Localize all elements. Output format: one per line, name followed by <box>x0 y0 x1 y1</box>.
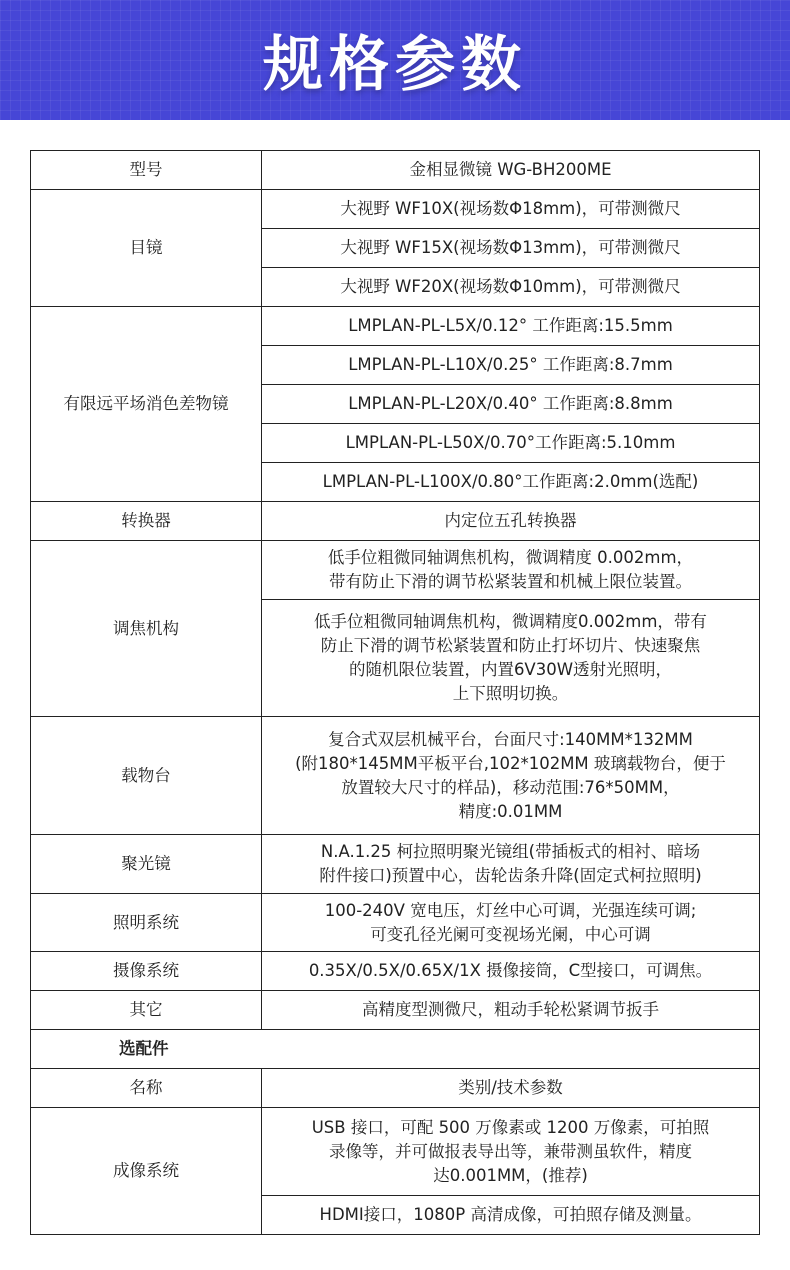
row-value: LMPLAN-PL-L100X/0.80°工作距离:2.0mm(选配) <box>262 463 760 502</box>
table-header-row <box>31 1069 760 1108</box>
row-label: 照明系统 <box>31 894 262 952</box>
table-row <box>31 502 760 541</box>
row-label: 其它 <box>31 991 262 1030</box>
column-header: 类别/技术参数 <box>262 1069 760 1108</box>
title-banner <box>0 0 790 120</box>
row-value: HDMI接口，1080P 高清成像，可拍照存储及测量。 <box>262 1196 760 1235</box>
row-value: 高精度型测微尺，粗动手轮松紧调节扳手 <box>262 991 760 1030</box>
page-title: 规格参数 <box>263 30 527 100</box>
table-row <box>31 991 760 1030</box>
table-row <box>31 190 760 229</box>
row-value: 大视野 WF10X(视场数Φ18mm)，可带测微尺 <box>262 190 760 229</box>
row-value: LMPLAN-PL-L50X/0.70°工作距离:5.10mm <box>262 424 760 463</box>
row-value: LMPLAN-PL-L20X/0.40° 工作距离:8.8mm <box>262 385 760 424</box>
row-label: 转换器 <box>31 502 262 541</box>
row-value: LMPLAN-PL-L10X/0.25° 工作距离:8.7mm <box>262 346 760 385</box>
table-row <box>31 894 760 952</box>
table-row <box>31 1108 760 1196</box>
table-row <box>31 717 760 835</box>
row-label: 摄像系统 <box>31 952 262 991</box>
row-label: 调焦机构 <box>31 541 262 717</box>
row-label: 型号 <box>31 151 262 190</box>
table-row <box>31 952 760 991</box>
spec-table <box>30 150 760 1235</box>
row-value: 低手位粗微同轴调焦机构，微调精度0.002mm，带有 防止下滑的调节松紧装置和防止打坏切片、快速聚焦 的随机限位装置，内置6V30W透射光照明， 上下照明切换。 <box>262 600 760 717</box>
table-row <box>31 307 760 346</box>
row-value: 0.35X/0.5X/0.65X/1X 摄像接筒，C型接口，可调焦。 <box>262 952 760 991</box>
row-value: 大视野 WF15X(视场数Φ13mm)，可带测微尺 <box>262 229 760 268</box>
section-row <box>31 1030 760 1069</box>
table-row <box>31 541 760 600</box>
row-label: 目镜 <box>31 190 262 307</box>
row-value: N.A.1.25 柯拉照明聚光镜组(带插板式的相衬、暗场 附件接口)预置中心，齿轮齿条升降(固定式柯拉照明) <box>262 835 760 894</box>
row-value: 金相显微镜 WG-BH200ME <box>262 151 760 190</box>
row-value: 100-240V 宽电压，灯丝中心可调，光强连续可调; 可变孔径光阑可变视场光阑，中心可调 <box>262 894 760 952</box>
row-value: 低手位粗微同轴调焦机构，微调精度 0.002mm， 带有防止下滑的调节松紧装置和机械上限位装置。 <box>262 541 760 600</box>
column-header: 名称 <box>31 1069 262 1108</box>
row-value: 内定位五孔转换器 <box>262 502 760 541</box>
section-heading: 选配件 <box>31 1030 760 1069</box>
row-label: 聚光镜 <box>31 835 262 894</box>
table-row <box>31 835 760 894</box>
row-label: 载物台 <box>31 717 262 835</box>
row-value: LMPLAN-PL-L5X/0.12° 工作距离:15.5mm <box>262 307 760 346</box>
row-label: 成像系统 <box>31 1108 262 1235</box>
row-value: 复合式双层机械平台，台面尺寸:140MM*132MM (附180*145MM平板平台,102*102MM 玻璃载物台，便于 放置较大尺寸的样品)，移动范围:76*50MM， 精度:0.01MM <box>262 717 760 835</box>
row-value: 大视野 WF20X(视场数Φ10mm)，可带测微尺 <box>262 268 760 307</box>
row-value: USB 接口，可配 500 万像素或 1200 万像素，可拍照 录像等，并可做报表导出等，兼带测虽软件，精度 达0.001MM，(推荐) <box>262 1108 760 1196</box>
row-label: 有限远平场消色差物镜 <box>31 307 262 502</box>
table-row <box>31 151 760 190</box>
